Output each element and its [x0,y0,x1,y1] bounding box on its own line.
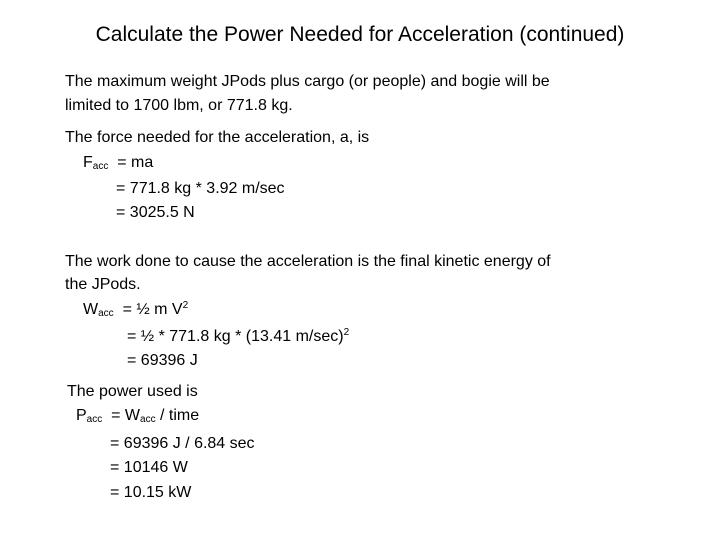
force-rhs: = ma [117,154,154,171]
work-rhs: = ½ m V [122,301,183,318]
force-subscript: acc [92,161,109,172]
power-rhs-subscript: acc [140,414,156,425]
work-intro-2: the JPods. [65,276,141,293]
power-symbol: P [76,407,87,424]
force-step-1: = 771.8 kg * 3.92 m/sec [116,180,285,197]
work-intro-1: The work done to cause the acceleration is the final kinetic energy of [65,253,551,270]
power-step-1: = 69396 J / 6.84 sec [110,435,255,452]
force-symbol: F [83,154,93,171]
power-intro: The power used is [67,383,198,400]
work-step-1-text: = ½ * 771.8 kg * (13.41 m/sec) [127,328,344,345]
work-step-1 [127,324,349,350]
power-rhs-pre: = W [111,407,141,424]
slide-title: Calculate the Power Needed for Acceleration (continued) [95,23,625,46]
work-rhs-superscript: 2 [182,300,189,311]
force-intro: The force needed for the acceleration, a, is [65,129,370,146]
power-step-2: = 10146 W [110,459,188,476]
work-step-2: = 69396 J [127,352,198,369]
weight-line-1: The maximum weight JPods plus cargo (or people) and bogie will be [65,73,550,90]
work-equation [83,297,188,323]
work-step-1-superscript: 2 [343,327,350,338]
power-subscript: acc [86,414,103,425]
power-equation [76,403,199,429]
power-rhs-post: / time [155,407,200,424]
force-step-2: = 3025.5 N [116,204,195,221]
power-step-3: = 10.15 kW [110,484,192,501]
work-symbol: W [83,301,99,318]
weight-line-2: limited to 1700 lbm, or 771.8 kg. [65,97,293,114]
force-equation [83,150,153,176]
work-subscript: acc [98,308,114,319]
